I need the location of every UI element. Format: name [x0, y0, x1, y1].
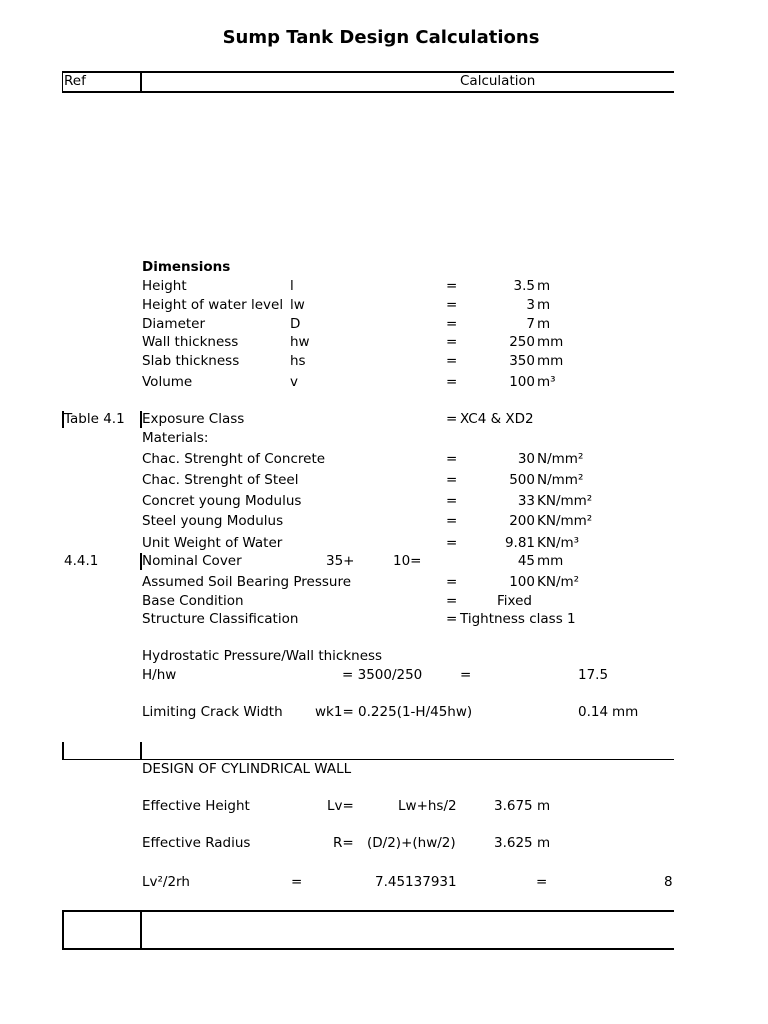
base-eq: =: [446, 593, 458, 609]
material-unit: N/mm²: [537, 472, 584, 488]
eff-height-unit: m: [537, 798, 551, 814]
dim-value: 7: [526, 316, 535, 332]
soil-label: Assumed Soil Bearing Pressure: [142, 574, 351, 590]
dim-symbol: l: [290, 278, 294, 294]
dim-eq: =: [446, 334, 458, 350]
dim-symbol: hw: [290, 334, 310, 350]
dim-unit: mm: [537, 353, 564, 369]
footer-bottom-border: [62, 948, 674, 950]
exposure-value: XC4 & XD2: [460, 411, 534, 427]
material-value: 200: [509, 513, 535, 529]
eff-radius-value: 3.625: [494, 835, 533, 851]
ratio-label: Lv²/2rh: [142, 874, 190, 890]
material-label: Concret young Modulus: [142, 493, 302, 509]
dim-value: 350: [509, 353, 535, 369]
exposure-eq: =: [446, 411, 458, 427]
dim-symbol: v: [290, 374, 298, 390]
crack-value: 0.14: [578, 704, 609, 720]
dim-symbol: lw: [290, 297, 305, 313]
section-marker: [62, 742, 64, 759]
dim-value: 3: [526, 297, 535, 313]
base-value: Fixed: [497, 593, 532, 609]
exposure-ref: Table 4.1: [64, 411, 125, 427]
hydro-heading: Hydrostatic Pressure/Wall thickness: [142, 648, 383, 664]
hydro-label: H/hw: [142, 667, 177, 683]
structure-value: Tightness class 1: [460, 611, 576, 627]
material-eq: =: [446, 451, 458, 467]
dim-unit: m: [537, 278, 551, 294]
material-unit: N/mm²: [537, 451, 584, 467]
eff-radius-expr: (D/2)+(hw/2): [367, 835, 456, 851]
header-divider: [140, 71, 142, 93]
material-eq: =: [446, 472, 458, 488]
material-unit: KN/m³: [537, 535, 580, 551]
soil-value: 100: [509, 574, 535, 590]
footer-left-border: [62, 910, 64, 950]
eff-height-expr: Lw+hs/2: [398, 798, 457, 814]
header-ref: Ref: [64, 73, 86, 89]
eff-radius-label: Effective Radius: [142, 835, 251, 851]
eff-radius-unit: m: [537, 835, 551, 851]
material-unit: KN/mm²: [537, 513, 593, 529]
structure-eq: =: [446, 611, 458, 627]
material-eq: =: [446, 493, 458, 509]
dim-label: Height of water level: [142, 297, 284, 313]
header-top-border: [62, 71, 674, 73]
dim-eq: =: [446, 278, 458, 294]
dim-label: Wall thickness: [142, 334, 239, 350]
wall-heading: DESIGN OF CYLINDRICAL WALL: [142, 761, 352, 777]
material-label: Chac. Strenght of Steel: [142, 472, 299, 488]
exposure-label: Exposure Class: [142, 411, 245, 427]
hydro-expr: = 3500/250: [342, 667, 423, 683]
cover-label: Nominal Cover: [142, 553, 242, 569]
dim-unit: m: [537, 297, 551, 313]
dim-label: Slab thickness: [142, 353, 240, 369]
materials-heading: Materials:: [142, 430, 209, 446]
dim-unit: m³: [537, 374, 556, 390]
material-value: 500: [509, 472, 535, 488]
material-eq: =: [446, 513, 458, 529]
dim-label: Volume: [142, 374, 193, 390]
ratio-eq: =: [291, 874, 303, 890]
section-marker: [140, 742, 142, 759]
dimensions-heading: Dimensions: [142, 259, 231, 275]
page-title: Sump Tank Design Calculations: [222, 27, 540, 48]
ratio-value2: 8: [664, 874, 673, 890]
cover-ref: 4.4.1: [64, 553, 99, 569]
ratio-value: 7.45137931: [375, 874, 457, 890]
eff-height-sym: Lv=: [327, 798, 354, 814]
dim-value: 100: [509, 374, 535, 390]
cover-value: 45: [517, 553, 535, 569]
hydro-value: 17.5: [578, 667, 609, 683]
dim-eq: =: [446, 297, 458, 313]
material-unit: KN/mm²: [537, 493, 593, 509]
material-label: Steel young Modulus: [142, 513, 284, 529]
dim-symbol: hs: [290, 353, 306, 369]
dim-eq: =: [446, 316, 458, 332]
ratio-eq2: =: [536, 874, 548, 890]
dim-label: Diameter: [142, 316, 206, 332]
material-value: 30: [517, 451, 535, 467]
dim-eq: =: [446, 353, 458, 369]
header-left-border: [62, 71, 63, 93]
cover-a: 35+: [326, 553, 355, 569]
cover-b: 10=: [393, 553, 422, 569]
soil-unit: KN/m²: [537, 574, 580, 590]
dim-unit: mm: [537, 334, 564, 350]
dim-unit: m: [537, 316, 551, 332]
footer-divider: [140, 910, 142, 950]
dim-symbol: D: [290, 316, 301, 332]
cover-unit: mm: [537, 553, 564, 569]
crack-expr: wk1= 0.225(1-H/45hw): [315, 704, 473, 720]
material-eq: =: [446, 535, 458, 551]
material-label: Unit Weight of Water: [142, 535, 283, 551]
dim-value: 250: [509, 334, 535, 350]
crack-unit: mm: [612, 704, 639, 720]
header-bottom-border: [62, 91, 674, 93]
structure-label: Structure Classification: [142, 611, 299, 627]
header-calculation: Calculation: [460, 73, 536, 89]
eff-height-value: 3.675: [494, 798, 533, 814]
hydro-eq: =: [460, 667, 472, 683]
dim-value: 3.5: [513, 278, 535, 294]
material-value: 33: [517, 493, 535, 509]
dim-label: Height: [142, 278, 187, 294]
crack-label: Limiting Crack Width: [142, 704, 283, 720]
material-label: Chac. Strenght of Concrete: [142, 451, 326, 467]
footer-top-border: [62, 910, 674, 912]
section-divider: [62, 759, 674, 760]
eff-height-label: Effective Height: [142, 798, 250, 814]
soil-eq: =: [446, 574, 458, 590]
material-value: 9.81: [504, 535, 535, 551]
base-label: Base Condition: [142, 593, 244, 609]
eff-radius-sym: R=: [333, 835, 354, 851]
dim-eq: =: [446, 374, 458, 390]
